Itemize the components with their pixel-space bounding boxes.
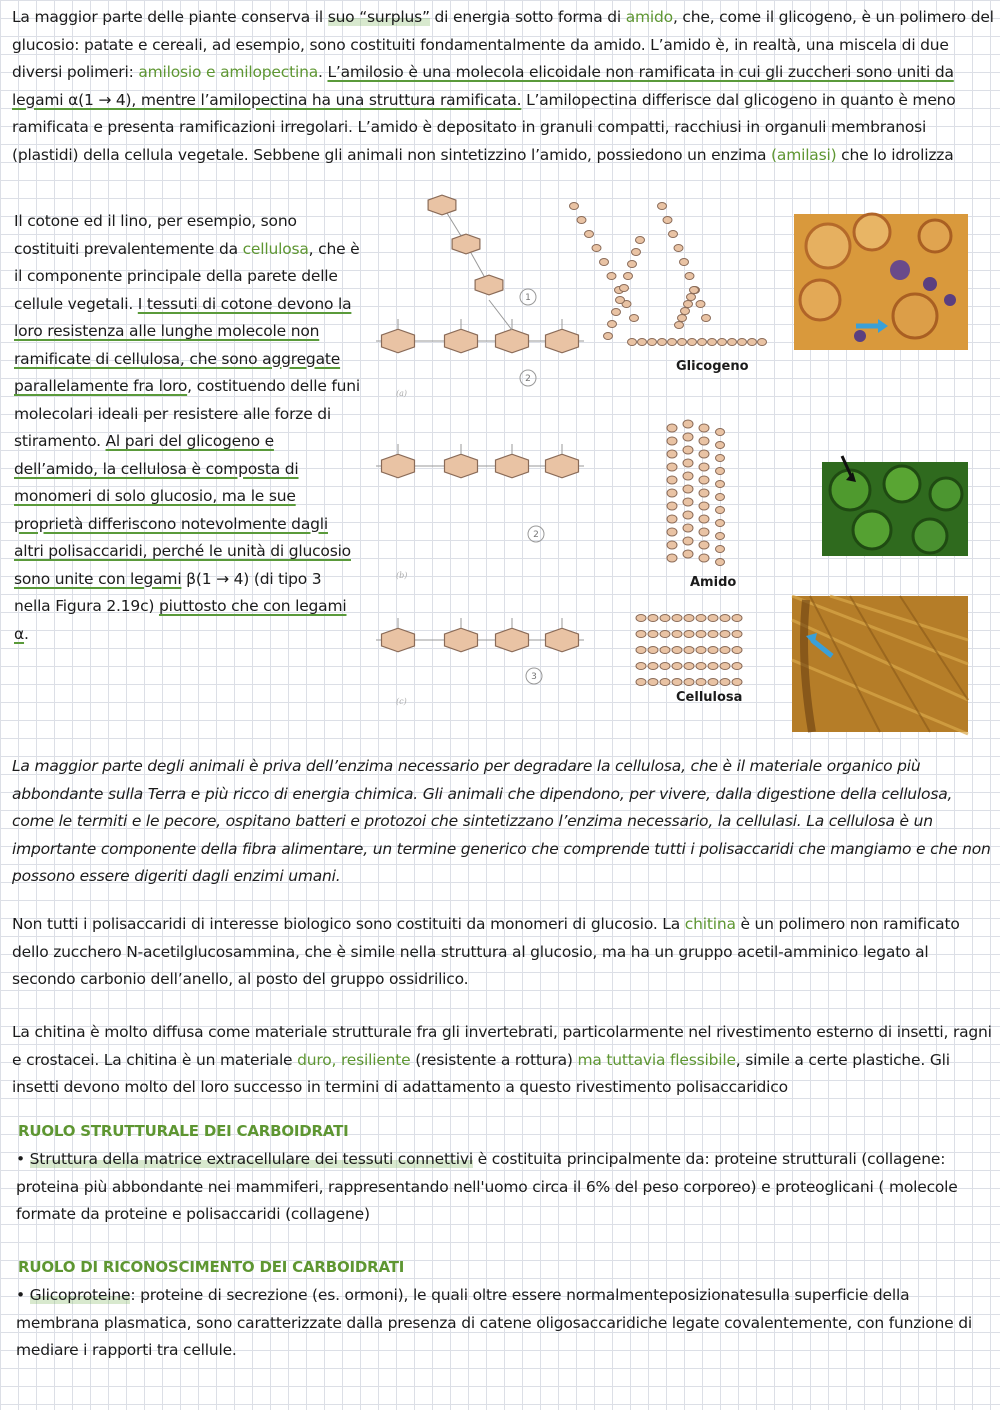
glucose-bead <box>675 322 684 329</box>
glucose-bead <box>716 546 725 553</box>
glucose-bead <box>667 541 677 549</box>
p5-segment: , simile a certe plastiche. Gli insetti devono molto del loro successo in termini di adattamento a questo rivestimento polisaccaridico <box>12 1050 950 1096</box>
glucose-bead <box>667 437 677 445</box>
p2-segment: piuttosto che con legami α <box>14 597 347 643</box>
p1-segment: amido <box>625 8 673 26</box>
glucose-bead <box>683 446 693 454</box>
glucose-bead <box>732 663 742 670</box>
glucose-bead <box>684 679 694 686</box>
glucose-bead <box>616 297 625 304</box>
glucose-bead <box>696 301 705 308</box>
glucose-bead <box>660 615 670 622</box>
glucose-bead <box>699 554 709 562</box>
glucose-bead <box>716 442 725 449</box>
p1-segment: (amilasi) <box>771 145 837 164</box>
glucose-bead <box>674 245 683 252</box>
glucose-bead <box>628 261 637 268</box>
glucose-bead <box>732 647 742 654</box>
glucose-ring <box>445 628 478 652</box>
glucose-bead <box>699 541 709 549</box>
glucose-bead <box>570 203 579 210</box>
glucose-bead <box>678 339 687 346</box>
glucose-ring <box>452 234 480 254</box>
photo-glycogen <box>794 214 968 350</box>
glucose-bead <box>696 679 706 686</box>
glucose-bead <box>636 237 645 244</box>
p2-segment: I tessuti di cotone devono la loro resistenza alle lunghe molecole non ramificate di cellulosa, che sono aggregate parallelamente fra loro <box>14 294 352 395</box>
glucose-bead <box>672 663 682 670</box>
glucose-bead <box>699 463 709 471</box>
glucose-bead <box>667 463 677 471</box>
glucose-bead <box>684 615 694 622</box>
glucose-ring <box>546 454 579 478</box>
glucose-bead <box>732 631 742 638</box>
p5-segment: duro, resiliente <box>297 1050 411 1069</box>
glucose-bead <box>672 615 682 622</box>
p5-segment: ma tuttavia flessibile <box>577 1050 736 1069</box>
p5-segment: (resistente a rottura) <box>410 1050 578 1069</box>
glucose-bead <box>667 489 677 497</box>
glucose-ring <box>475 275 503 295</box>
glucose-bead <box>690 287 699 294</box>
glucose-bead <box>683 472 693 480</box>
glucose-ring <box>546 628 579 652</box>
glucose-bead <box>683 420 693 428</box>
glucose-bead <box>648 647 658 654</box>
p2-segment: , che è il componente principale della parete delle cellule vegetali. <box>14 239 360 313</box>
glucose-bead <box>648 631 658 638</box>
glucose-bead <box>577 217 586 224</box>
label-amido: Amido <box>690 575 737 590</box>
glucose-bead <box>585 231 594 238</box>
glucose-bead <box>667 528 677 536</box>
section-title-structural: RUOLO STRUTTURALE DEI CARBOIDRATI <box>18 1122 349 1140</box>
glucose-bead <box>720 679 730 686</box>
glucose-bead <box>699 502 709 510</box>
glucose-bead <box>680 259 689 266</box>
section-title-recognition: RUOLO DI RICONOSCIMENTO DEI CARBOIDRATI <box>18 1258 405 1276</box>
p1-segment: suo “surplus” <box>327 8 430 26</box>
glucose-bead <box>738 339 747 346</box>
glucose-bead <box>668 339 677 346</box>
p1-segment: La maggior parte delle piante conserva il <box>12 8 328 26</box>
glucose-bead <box>636 663 646 670</box>
p7-segment: • <box>16 1286 30 1304</box>
glucose-bead <box>720 631 730 638</box>
glucose-bead <box>720 615 730 622</box>
glucose-ring <box>445 329 478 353</box>
p1-segment: di energia sotto forma di <box>429 8 626 26</box>
glucose-bead <box>600 259 609 266</box>
glucose-bead <box>636 615 646 622</box>
glucose-bead <box>716 455 725 462</box>
glucose-ring <box>546 329 579 353</box>
glucose-bead <box>604 333 613 340</box>
glucose-bead <box>720 647 730 654</box>
glucose-bead <box>696 647 706 654</box>
photo-starch <box>822 456 968 556</box>
glucose-bead <box>758 339 767 346</box>
glucose-bead <box>681 308 690 315</box>
glucose-bead <box>716 533 725 540</box>
p2-segment: β(1 → 4) (di tipo 3 nella Figura 2.19c) <box>14 569 322 615</box>
glucose-bead <box>663 217 672 224</box>
p7-segment: : proteine di secrezione (es. ormoni), le quali oltre essere normalmenteposizionatesulla superficie della membrana plasmatica, sono caratterizzate dalla presenza di catene oligosaccaridiche legate covalentemente, con funzione di mediare i rapporti tra cellule. <box>16 1286 972 1359</box>
marker-2a: 2 <box>525 374 531 384</box>
glucose-bead <box>728 339 737 346</box>
p2-segment: cellulosa <box>242 239 309 258</box>
glucose-ring <box>445 454 478 478</box>
structural-role-text <box>16 1146 996 1229</box>
glucose-bead <box>732 679 742 686</box>
glucose-bead <box>658 339 667 346</box>
glucose-ring <box>382 628 415 652</box>
p6-segment: • <box>16 1150 30 1168</box>
glucose-bead <box>636 679 646 686</box>
panel-a: (a) <box>396 389 408 398</box>
p4-segment: Non tutti i polisaccaridi di interesse biologico sono costituiti da monomeri di glucosio. La <box>12 915 685 933</box>
glucose-bead <box>748 339 757 346</box>
glucose-bead <box>699 515 709 523</box>
glucose-bead <box>699 489 709 497</box>
p5-segment: La chitina è molto diffusa come materiale strutturale fra gli invertebrati, particolarmente nel rivestimento esterno di insetti, ragni e crostacei. La chitina è un materiale <box>12 1023 992 1069</box>
glucose-bead <box>660 663 670 670</box>
glucose-bead <box>683 485 693 493</box>
hexose-chains <box>376 195 584 652</box>
glucose-bead <box>624 273 633 280</box>
glucose-bead <box>683 511 693 519</box>
glucose-bead <box>698 339 707 346</box>
glucose-bead <box>683 498 693 506</box>
p6-segment: Struttura della matrice extracellulare dei tessuti connettivi <box>29 1150 473 1168</box>
glucose-ring <box>496 628 529 652</box>
glucose-bead <box>660 647 670 654</box>
glucose-bead <box>720 663 730 670</box>
glucose-bead <box>620 285 629 292</box>
glucose-bead <box>708 631 718 638</box>
glucose-bead <box>667 450 677 458</box>
glucose-bead <box>678 315 687 322</box>
p1-segment: L’amilopectina differisce dal glicogeno in quanto è meno ramificata e presenta ramificazioni irregolari. L’amido è depositato in granuli compatti, racchiusi in organuli membranosi (plastidi) della cellula vegetale. Sebbene gli animali non sintetizzino l’amido, possiedono un enzima <box>12 90 956 164</box>
p1-segment: L’amilosio è una molecola elicoidale non ramificata in cui gli zuccheri sono uniti da legami α(1 → 4), mentre l’amilopectina ha una struttura ramificata. <box>12 63 954 109</box>
glucose-bead <box>688 339 697 346</box>
glucose-ring <box>496 454 529 478</box>
glucose-bead <box>716 520 725 527</box>
bead-diagrams <box>570 203 767 686</box>
marker-3: 3 <box>531 672 537 682</box>
glucose-bead <box>672 679 682 686</box>
glucose-bead <box>696 663 706 670</box>
label-cellulosa: Cellulosa <box>676 690 743 705</box>
glucose-bead <box>683 537 693 545</box>
p4-segment: chitina <box>684 915 736 933</box>
glucose-bead <box>667 554 677 562</box>
glucose-bead <box>684 663 694 670</box>
glucose-bead <box>708 339 717 346</box>
glucose-bead <box>672 647 682 654</box>
glucose-bead <box>592 245 601 252</box>
glucose-bead <box>683 459 693 467</box>
glucose-bead <box>636 631 646 638</box>
marker-1: 1 <box>525 293 531 303</box>
glucose-bead <box>632 249 641 256</box>
glucose-bead <box>683 550 693 558</box>
glucose-bead <box>708 679 718 686</box>
p1-segment: . <box>318 63 328 81</box>
glucose-bead <box>658 203 667 210</box>
glucose-bead <box>716 481 725 488</box>
glucose-bead <box>648 663 658 670</box>
glucose-bead <box>684 647 694 654</box>
glucose-bead <box>667 502 677 510</box>
glucose-bead <box>687 294 696 301</box>
glucose-bead <box>696 615 706 622</box>
glucose-bead <box>684 301 693 308</box>
p4-segment: è un polimero non ramificato dello zucchero N-acetilglucosammina, che è simile nella struttura al glucosio, ma ha un gruppo acetil-amminico legato al secondo carbonio dell’anello, al posto del gruppo ossidrilico. <box>12 915 960 988</box>
marker-2b: 2 <box>533 530 539 540</box>
p2-segment: Il cotone ed il lino, per esempio, sono costituiti prevalentemente da <box>14 212 297 258</box>
glucose-bead <box>672 631 682 638</box>
glucose-bead <box>708 663 718 670</box>
glucose-bead <box>702 315 711 322</box>
p1-segment: amilosio e amilopectina <box>138 63 318 81</box>
glucose-ring <box>496 329 529 353</box>
glucose-bead <box>708 647 718 654</box>
glucose-bead <box>708 615 718 622</box>
chitin-paragraph <box>12 911 996 994</box>
glucose-bead <box>696 631 706 638</box>
glucose-bead <box>667 476 677 484</box>
glucose-bead <box>685 273 694 280</box>
recognition-role-text <box>16 1282 996 1365</box>
glucose-ring <box>382 454 415 478</box>
p2-segment: , costituendo delle funi molecolari ideali per resistere alle forze di stiramento. <box>14 377 361 450</box>
glucose-bead <box>648 339 657 346</box>
cellulase-paragraph: La maggior parte degli animali è priva dell’enzima necessario per degradare la cellulosa, che è il materiale organico più abbondante sulla Terra e più ricco di energia chimica. Gli animali che dipendono, per vivere, dalla digestione della cellulosa, come le termiti e le pecore, ospitano batteri e protozoi che sintetizzano l’enzima necessario, la cellulasi. La cellulosa è un importante componente della fibra alimentare, un termine generico che comprende tutti i polisaccaridi che mangiamo e che non possono essere digeriti dagli enzimi umani. <box>12 757 991 885</box>
glucose-bead <box>648 679 658 686</box>
glucose-bead <box>630 315 639 322</box>
glucose-bead <box>718 339 727 346</box>
glucose-ring <box>382 329 415 353</box>
glucose-bead <box>699 450 709 458</box>
glucose-bead <box>699 424 709 432</box>
glucose-bead <box>716 429 725 436</box>
glucose-bead <box>607 273 616 280</box>
panel-c: (c) <box>396 697 407 706</box>
chitin-properties-paragraph <box>12 1019 996 1102</box>
glucose-bead <box>716 507 725 514</box>
glucose-bead <box>699 476 709 484</box>
glucose-bead <box>660 631 670 638</box>
p1-segment: che lo idrolizza <box>836 145 954 164</box>
panel-b: (b) <box>396 571 408 580</box>
p1-segment: , che, come il glicogeno, è un polimero del glucosio: patate e cereali, ad esempio, sono costituiti fondamentalmente da amido. L’amido è, in realtà, una miscela di due diversi polimeri: <box>12 8 994 81</box>
glucose-bead <box>683 433 693 441</box>
glucose-bead <box>612 309 621 316</box>
label-glicogeno: Glicogeno <box>676 359 749 374</box>
glucose-bead <box>699 528 709 536</box>
glucose-bead <box>732 615 742 622</box>
glucose-bead <box>716 468 725 475</box>
glucose-bead <box>667 515 677 523</box>
glucose-bead <box>669 231 678 238</box>
p2-segment: Al pari del glicogeno e dell’amido, la cellulosa è composta di monomeri di solo glucosio, ma le sue proprietà differiscono notevolmente dagli altri polisaccaridi, perché le unità di glucosio sono unite con legami <box>14 432 351 588</box>
glucose-bead <box>648 615 658 622</box>
glucose-bead <box>628 339 637 346</box>
glucose-bead <box>716 494 725 501</box>
glucose-bead <box>683 524 693 532</box>
photo-cellulose <box>792 596 968 734</box>
glucose-bead <box>660 679 670 686</box>
glucose-bead <box>638 339 647 346</box>
p2-segment: . <box>24 624 29 643</box>
glucose-bead <box>699 437 709 445</box>
glucose-bead <box>716 559 725 566</box>
glucose-bead <box>636 647 646 654</box>
glucose-bead <box>608 321 617 328</box>
p7-segment: Glicoproteine <box>29 1286 131 1304</box>
p6-segment: è costituita principalmente da: proteine strutturali (collagene: proteina più abbondante nei mammiferi, rappresentando nell'uomo circa il 6% del peso corporeo) e proteoglicani ( molecole formate da proteine e polisaccaridi (collagene) <box>16 1150 958 1223</box>
glucose-ring <box>428 195 456 215</box>
glucose-bead <box>684 631 694 638</box>
glucose-bead <box>667 424 677 432</box>
